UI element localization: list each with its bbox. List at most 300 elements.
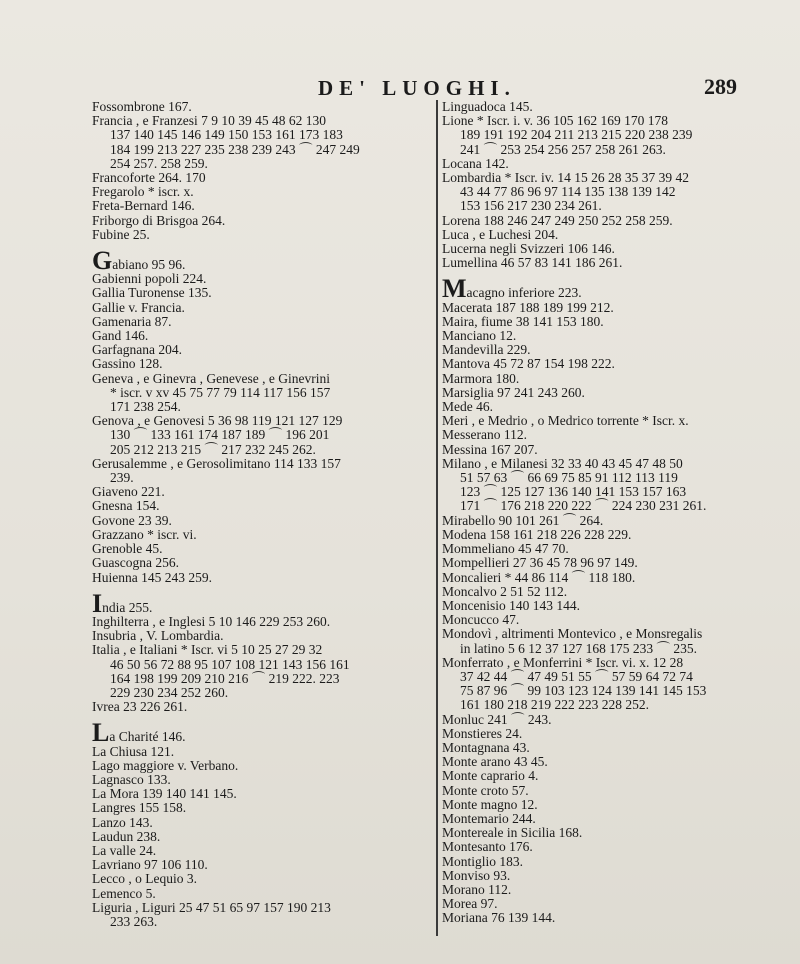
entry-text: Monluc 241 ⌒ 243. [442,711,552,727]
entry-text: Macerata 187 188 189 199 212. [442,299,614,315]
index-entry [442,343,792,357]
entry-line [442,826,792,840]
entry-line [442,798,792,812]
entry-text: Lione * Iscr. i. v. 36 105 162 169 170 178 [442,113,668,129]
entry-text: 171 238 254. [110,399,181,415]
index-entry [92,858,432,872]
index-entry [92,214,432,228]
entry-text: Geneva , e Ginevra , Genevese , e Ginevrini [92,370,331,386]
entry-text: Gassino 128. [92,356,163,372]
entry-text: Moncalvo 2 51 52 112. [442,583,568,599]
entry-continuation [442,185,792,199]
entry-text: Milano , e Milanesi 32 33 40 43 45 47 48 50 [442,455,683,471]
entry-text: Lavriano 97 106 110. [92,857,208,873]
entry-text: Monviso 93. [442,867,511,883]
index-entry [92,901,432,929]
entry-text: 164 198 199 209 210 216 ⌒ 219 222. 223 [110,670,340,686]
entry-text: Manciano 12. [442,328,517,344]
entry-line [92,542,432,556]
entry-text: * iscr. v xv 45 75 77 79 114 117 156 157 [110,384,331,400]
entry-line [442,656,792,670]
index-entry [442,627,792,655]
index-entry [92,629,432,643]
entry-line [442,855,792,869]
entry-text: Moncenisio 140 143 144. [442,597,580,613]
entry-text: Mompellieri 27 36 45 78 96 97 149. [442,555,638,571]
index-entry [92,357,432,371]
entry-text: Meri , e Medrio , o Medrico torrente * Iscr. x. [442,413,689,429]
entry-line [92,485,432,499]
page-number: 289 [704,74,737,99]
index-entry [92,816,432,830]
entry-text: Fubine 25. [92,226,150,242]
entry-line [442,157,792,171]
entry-line [442,343,792,357]
index-entry [442,571,792,585]
entry-continuation [92,428,432,442]
entry-text: Lombardia * Iscr. iv. 14 15 26 28 35 37 39 42 [442,170,689,186]
entry-line [92,171,432,185]
entry-line [92,272,432,286]
index-entry [92,286,432,300]
entry-line [92,718,432,748]
entry-text: Monte magno 12. [442,796,538,812]
entry-line [442,414,792,428]
entry-line [92,100,432,114]
entry-line [92,759,432,773]
entry-text: Locana 142. [442,155,509,171]
entry-line [442,840,792,854]
index-entry [442,556,792,570]
entry-text: Liguria , Liguri 25 47 51 65 97 157 190 213 [92,899,331,915]
entry-line [92,528,432,542]
index-entry [92,787,432,801]
index-entry [92,246,432,276]
index-entry [442,514,792,528]
entry-text: 239. [110,470,134,486]
entry-line [442,171,792,185]
entry-text: Friborgo di Brisgoa 264. [92,212,226,228]
index-entry [92,872,432,886]
index-entry [442,798,792,812]
entry-line [442,329,792,343]
index-entry [92,528,432,542]
entry-text: Garfagnana 204. [92,342,182,358]
entry-text: La valle 24. [92,842,157,858]
entry-text: Genova , e Genovesi 5 36 98 119 121 127 129 [92,413,343,429]
entry-text: Mantova 45 72 87 154 198 222. [442,356,615,372]
index-entry [442,214,792,228]
entry-line [442,386,792,400]
entry-text: Gerusalemme , e Gerosolimitano 114 133 157 [92,455,341,471]
entry-text: Moncalieri * 44 86 114 ⌒ 118 180. [442,569,636,585]
entry-line [92,343,432,357]
index-entry [92,100,432,114]
entry-text: Montereale in Sicilia 168. [442,825,583,841]
entry-line [92,858,432,872]
entry-line [442,911,792,925]
index-entry [442,812,792,826]
entry-text: Marsiglia 97 241 243 260. [442,384,585,400]
entry-line [442,613,792,627]
entry-text: Grenoble 45. [92,541,163,557]
index-entry [92,414,432,457]
entry-text: Mondovì , altrimenti Montevico , e Monsregalis [442,626,703,642]
entry-line [92,457,432,471]
entry-line [92,372,432,386]
index-entry [92,329,432,343]
entry-line [92,801,432,815]
entry-line [92,228,432,242]
entry-text: Govone 23 39. [92,512,172,528]
entry-continuation [92,400,432,414]
entry-line [442,812,792,826]
entry-text: Morea 97. [442,896,498,912]
entry-text: Marmora 180. [442,370,520,386]
index-entry [92,887,432,901]
entry-continuation [442,199,792,213]
index-entry [442,855,792,869]
entry-text: Lemenco 5. [92,885,156,901]
entry-continuation [442,499,792,513]
entry-text: 137 140 145 146 149 150 153 161 173 183 [110,127,343,143]
entry-text: Inghilterra , e Inglesi 5 10 146 229 253 260. [92,613,331,629]
entry-text: Montagnana 43. [442,739,530,755]
entry-line [442,228,792,242]
entry-line [442,514,792,528]
index-entry [442,157,792,171]
entry-line [442,883,792,897]
index-entry [442,713,792,727]
index-entry [442,242,792,256]
index-entry [92,485,432,499]
column-divider [436,100,438,936]
entry-text: Guascogna 256. [92,555,179,571]
entry-line [442,242,792,256]
entry-line [442,897,792,911]
entry-continuation [92,658,432,672]
entry-line [442,443,792,457]
entry-continuation [442,670,792,684]
entry-line [92,286,432,300]
entry-text: Luca , e Luchesi 204. [442,226,559,242]
entry-line [442,428,792,442]
entry-continuation [442,684,792,698]
index-entry [92,643,432,700]
index-entry [442,741,792,755]
entry-text: 51 57 63 ⌒ 66 69 75 85 91 112 113 119 [460,470,678,486]
entry-text: Monte caprario 4. [442,768,539,784]
index-entry [442,528,792,542]
section-initial: L [92,718,110,748]
entry-text: 130 ⌒ 133 161 174 187 189 ⌒ 196 201 [110,427,330,443]
entry-line [92,214,432,228]
entry-line [92,357,432,371]
entry-text: Lagnasco 133. [92,771,171,787]
entry-line [92,901,432,915]
index-entry [92,844,432,858]
entry-continuation [442,698,792,712]
entry-text: Morano 112. [442,881,512,897]
entry-continuation [92,915,432,929]
entry-line [92,199,432,213]
entry-line [442,571,792,585]
entry-line [92,329,432,343]
entry-text: Lorena 188 246 247 249 250 252 258 259. [442,212,673,228]
entry-text: Laudun 238. [92,828,161,844]
entry-text: Fossombrone 167. [92,99,192,114]
index-entry [92,457,432,485]
index-entry [442,755,792,769]
entry-continuation [92,471,432,485]
index-entry [442,100,792,114]
entry-text: 161 180 218 219 222 223 228 252. [460,697,649,713]
entry-line [442,627,792,641]
entry-line [442,100,792,114]
entry-text: Maira, fiume 38 141 153 180. [442,313,604,329]
entry-line [92,816,432,830]
entry-line [92,844,432,858]
entry-text: Lago maggiore v. Verbano. [92,757,239,773]
entry-line [92,499,432,513]
entry-text: 241 ⌒ 253 254 256 257 258 261 263. [460,141,666,157]
index-entry [442,869,792,883]
entry-line [442,301,792,315]
index-entry [92,830,432,844]
entry-text: Monstieres 24. [442,725,523,741]
right-index-column [442,100,792,926]
entry-text: Huienna 145 243 259. [92,569,212,585]
entry-text: Insubria , V. Lombardia. [92,628,224,644]
running-head: DE' LUOGHI. [318,76,516,100]
entry-continuation [442,471,792,485]
entry-line [92,615,432,629]
index-entry [442,357,792,371]
entry-text: Fregarolo * iscr. x. [92,184,194,200]
entry-text: Gallie v. Francia. [92,299,185,315]
entry-text: 254 257. 258 259. [110,155,208,171]
entry-line [92,301,432,315]
entry-text: 189 191 192 204 211 213 215 220 238 239 [460,127,693,143]
index-entry [442,256,792,270]
entry-line [92,745,432,759]
entry-text: 184 199 213 227 235 238 239 243 ⌒ 247 249 [110,141,360,157]
index-entry [92,588,432,618]
index-entry [92,301,432,315]
index-entry [92,801,432,815]
entry-text: Freta-Bernard 146. [92,198,195,214]
entry-continuation [92,157,432,171]
index-entry [442,826,792,840]
entry-line [442,457,792,471]
entry-text: Montesanto 176. [442,839,533,855]
index-entry [442,769,792,783]
section-initial: G [92,246,113,276]
entry-text: ndia 255. [102,599,153,615]
index-entry [442,329,792,343]
entry-text: Langres 155 158. [92,800,187,816]
index-entry [442,443,792,457]
index-entry [442,542,792,556]
entry-text: Gand 146. [92,328,149,344]
entry-line [442,315,792,329]
entry-text: Mommeliano 45 47 70. [442,541,569,557]
entry-text: Lucerna negli Svizzeri 106 146. [442,241,615,257]
index-entry [442,274,792,304]
entry-continuation [92,143,432,157]
entry-text: Gabienni popoli 224. [92,271,207,287]
entry-text: Lecco , o Lequio 3. [92,871,197,887]
index-entry [442,428,792,442]
entry-text: Grazzano * iscr. vi. [92,526,197,542]
entry-line [442,755,792,769]
index-entry [92,542,432,556]
index-entry [442,883,792,897]
section-initial: I [92,588,103,618]
index-entry [92,499,432,513]
entry-text: Messina 167 207. [442,441,538,457]
index-entry [92,700,432,714]
entry-text: 205 212 213 215 ⌒ 217 232 245 262. [110,441,316,457]
entry-line [92,700,432,714]
entry-text: 171 ⌒ 176 218 220 222 ⌒ 224 230 231 261. [460,498,707,514]
entry-continuation [92,686,432,700]
index-entry [92,745,432,759]
index-entry [92,514,432,528]
page-header [0,70,800,100]
index-entry [442,171,792,214]
index-entry [442,599,792,613]
entry-text: La Mora 139 140 141 145. [92,786,237,802]
entry-text: 46 50 56 72 88 95 107 108 121 143 156 161 [110,656,350,672]
entry-line [92,773,432,787]
entry-line [442,769,792,783]
index-entry [442,840,792,854]
entry-text: Francia , e Franzesi 7 9 10 39 45 48 62 130 [92,113,326,129]
entry-line [442,114,792,128]
entry-text: Italia , e Italiani * Iscr. vi 5 10 25 27 29 32 [92,642,323,658]
entry-line [92,629,432,643]
entry-text: 229 230 234 252 260. [110,684,229,700]
entry-line [442,869,792,883]
index-entry [92,228,432,242]
entry-line [92,246,432,276]
entry-continuation [92,672,432,686]
entry-line [92,114,432,128]
entry-line [442,400,792,414]
entry-text: La Chiusa 121. [92,743,175,759]
index-entry [442,114,792,157]
entry-text: Monte arano 43 45. [442,754,548,770]
entry-line [92,830,432,844]
entry-continuation [442,642,792,656]
entry-text: Monferrato , e Monferrini * Iscr. vi. x. 12 28 [442,654,684,670]
entry-text: abiano 95 96. [112,257,186,273]
entry-line [92,315,432,329]
entry-text: Mede 46. [442,399,493,415]
entry-text: Moriana 76 139 144. [442,910,556,926]
entry-continuation [442,485,792,499]
entry-line [442,784,792,798]
index-entry [442,228,792,242]
index-entry [442,386,792,400]
entry-line [92,556,432,570]
entry-line [442,542,792,556]
index-entry [92,114,432,171]
index-entry [92,718,432,748]
section-initial: M [442,274,467,304]
entry-line [92,414,432,428]
index-entry [92,171,432,185]
index-entry [442,897,792,911]
entry-text: Gnesna 154. [92,498,160,514]
entry-line [442,713,792,727]
entry-text: Lanzo 143. [92,814,153,830]
entry-continuation [92,128,432,142]
index-entry [92,185,432,199]
entry-line [92,514,432,528]
entry-text: a Charité 146. [109,729,186,745]
entry-line [442,556,792,570]
entry-line [92,872,432,886]
index-entry [92,272,432,286]
index-entry [92,199,432,213]
entry-text: Monte croto 57. [442,782,529,798]
entry-text: Modena 158 161 218 226 228 229. [442,526,632,542]
entry-text: 37 42 44 ⌒ 47 49 51 55 ⌒ 57 59 64 72 74 [460,668,693,684]
entry-text: Mirabello 90 101 261 ⌒ 264. [442,512,604,528]
entry-text: Messerano 112. [442,427,527,443]
index-entry [442,585,792,599]
entry-text: Montemario 244. [442,810,536,826]
entry-text: Mandevilla 229. [442,342,531,358]
entry-continuation [92,443,432,457]
entry-continuation [442,143,792,157]
entry-line [442,528,792,542]
index-entry [442,457,792,514]
entry-text: Giaveno 221. [92,484,165,500]
entry-line [92,185,432,199]
entry-text: acagno inferiore 223. [466,285,582,301]
entry-continuation [92,386,432,400]
entry-text: 153 156 217 230 234 261. [460,198,602,214]
entry-line [442,214,792,228]
entry-text: Ivrea 23 226 261. [92,699,188,715]
index-entry [442,784,792,798]
index-entry [442,315,792,329]
entry-text: Gamenaria 87. [92,313,172,329]
index-entry [92,372,432,415]
left-index-column [92,100,432,929]
index-entry [442,613,792,627]
index-entry [442,414,792,428]
entry-text: 43 44 77 86 96 97 114 135 138 139 142 [460,184,676,200]
entry-text: Gallia Turonense 135. [92,285,212,301]
entry-line [92,571,432,585]
entry-line [442,585,792,599]
index-entry [92,315,432,329]
entry-text: 123 ⌒ 125 127 136 140 141 153 157 163 [460,484,687,500]
index-entry [442,400,792,414]
index-entry [442,911,792,925]
entry-text: Lumellina 46 57 83 141 186 261. [442,255,623,271]
entry-text: Montiglio 183. [442,853,524,869]
entry-line [92,588,432,618]
entry-text: Linguadoca 145. [442,99,533,114]
entry-line [442,599,792,613]
entry-line [92,643,432,657]
index-entry [442,727,792,741]
